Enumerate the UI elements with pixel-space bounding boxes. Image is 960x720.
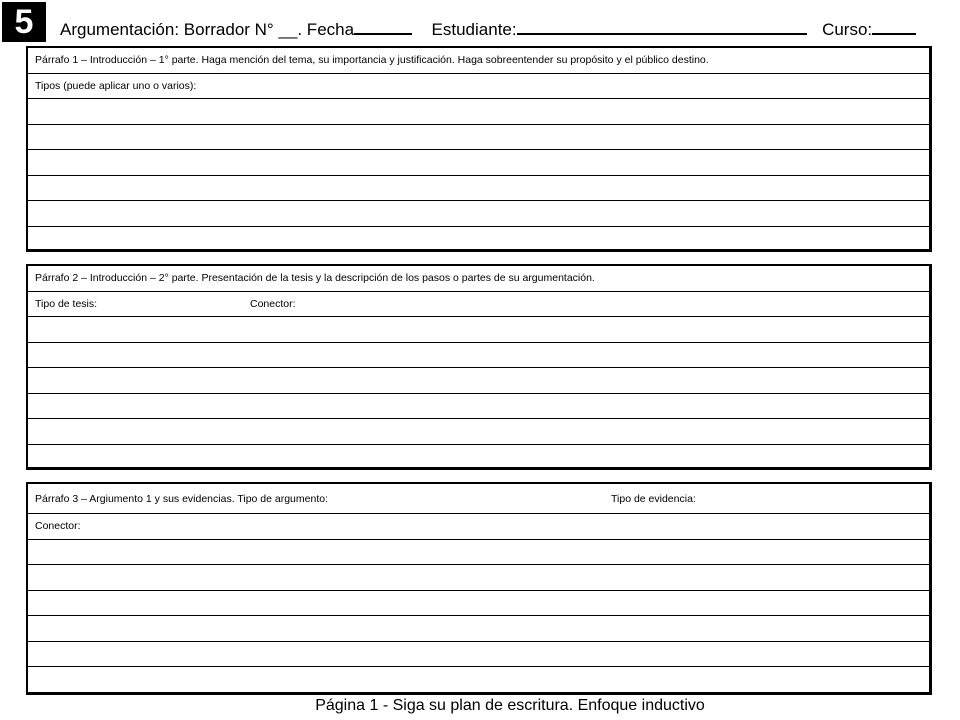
writing-line[interactable] <box>28 317 929 343</box>
writing-line[interactable] <box>28 176 929 202</box>
writing-line[interactable] <box>28 540 929 566</box>
writing-line[interactable] <box>28 368 929 394</box>
writing-line[interactable] <box>28 125 929 151</box>
writing-line[interactable] <box>28 150 929 176</box>
paragraph-3-section <box>26 482 932 695</box>
writing-line[interactable] <box>28 394 929 420</box>
paragraph-3-heading: Párrafo 3 – Argiumento 1 y sus evidencias. Tipo de argumento: <box>35 493 329 505</box>
writing-line[interactable] <box>28 642 929 668</box>
writing-line[interactable] <box>28 667 929 693</box>
paragraph-1-heading: Párrafo 1 – Introducción – 1° parte. Haga mención del tema, su importancia y justificación. Haga sobreentender su propósito y el público destino. <box>28 48 929 74</box>
writing-line[interactable] <box>28 445 929 471</box>
date-field[interactable] <box>354 17 412 35</box>
paragraph-3-connector-label: Conector: <box>28 514 929 540</box>
writing-line[interactable] <box>28 343 929 369</box>
writing-line[interactable] <box>28 565 929 591</box>
page-number-badge: 5 <box>2 2 46 42</box>
writing-line[interactable] <box>28 591 929 617</box>
paragraph-2-section <box>26 264 932 470</box>
evidence-type-label: Tipo de evidencia: <box>611 493 696 505</box>
writing-line[interactable] <box>28 419 929 445</box>
thesis-type-label: Tipo de tesis: <box>35 297 98 310</box>
student-label: Estudiante: <box>431 20 517 39</box>
paragraph-3-heading-row <box>28 484 929 514</box>
student-field[interactable] <box>517 17 807 35</box>
paragraph-1-section <box>26 46 932 252</box>
paragraph-1-types-label: Tipos (puede aplicar uno o varios): <box>28 74 929 100</box>
writing-line[interactable] <box>28 227 929 253</box>
header-title: Argumentación: Borrador N° __. Fecha <box>60 20 355 39</box>
paragraph-2-heading: Párrafo 2 – Introducción – 2° parte. Presentación de la tesis y la descripción de los pasos o partes de su argumentación. <box>28 266 929 292</box>
writing-line[interactable] <box>28 201 929 227</box>
course-label: Curso: <box>822 20 873 39</box>
paragraph-2-labels-row <box>28 292 929 318</box>
worksheet-header <box>60 17 916 40</box>
writing-line[interactable] <box>28 616 929 642</box>
course-field[interactable] <box>872 17 916 35</box>
page-footer: Página 1 - Siga su plan de escritura. Enfoque inductivo <box>315 697 705 714</box>
writing-line[interactable] <box>28 99 929 125</box>
connector-label: Conector: <box>250 297 296 310</box>
